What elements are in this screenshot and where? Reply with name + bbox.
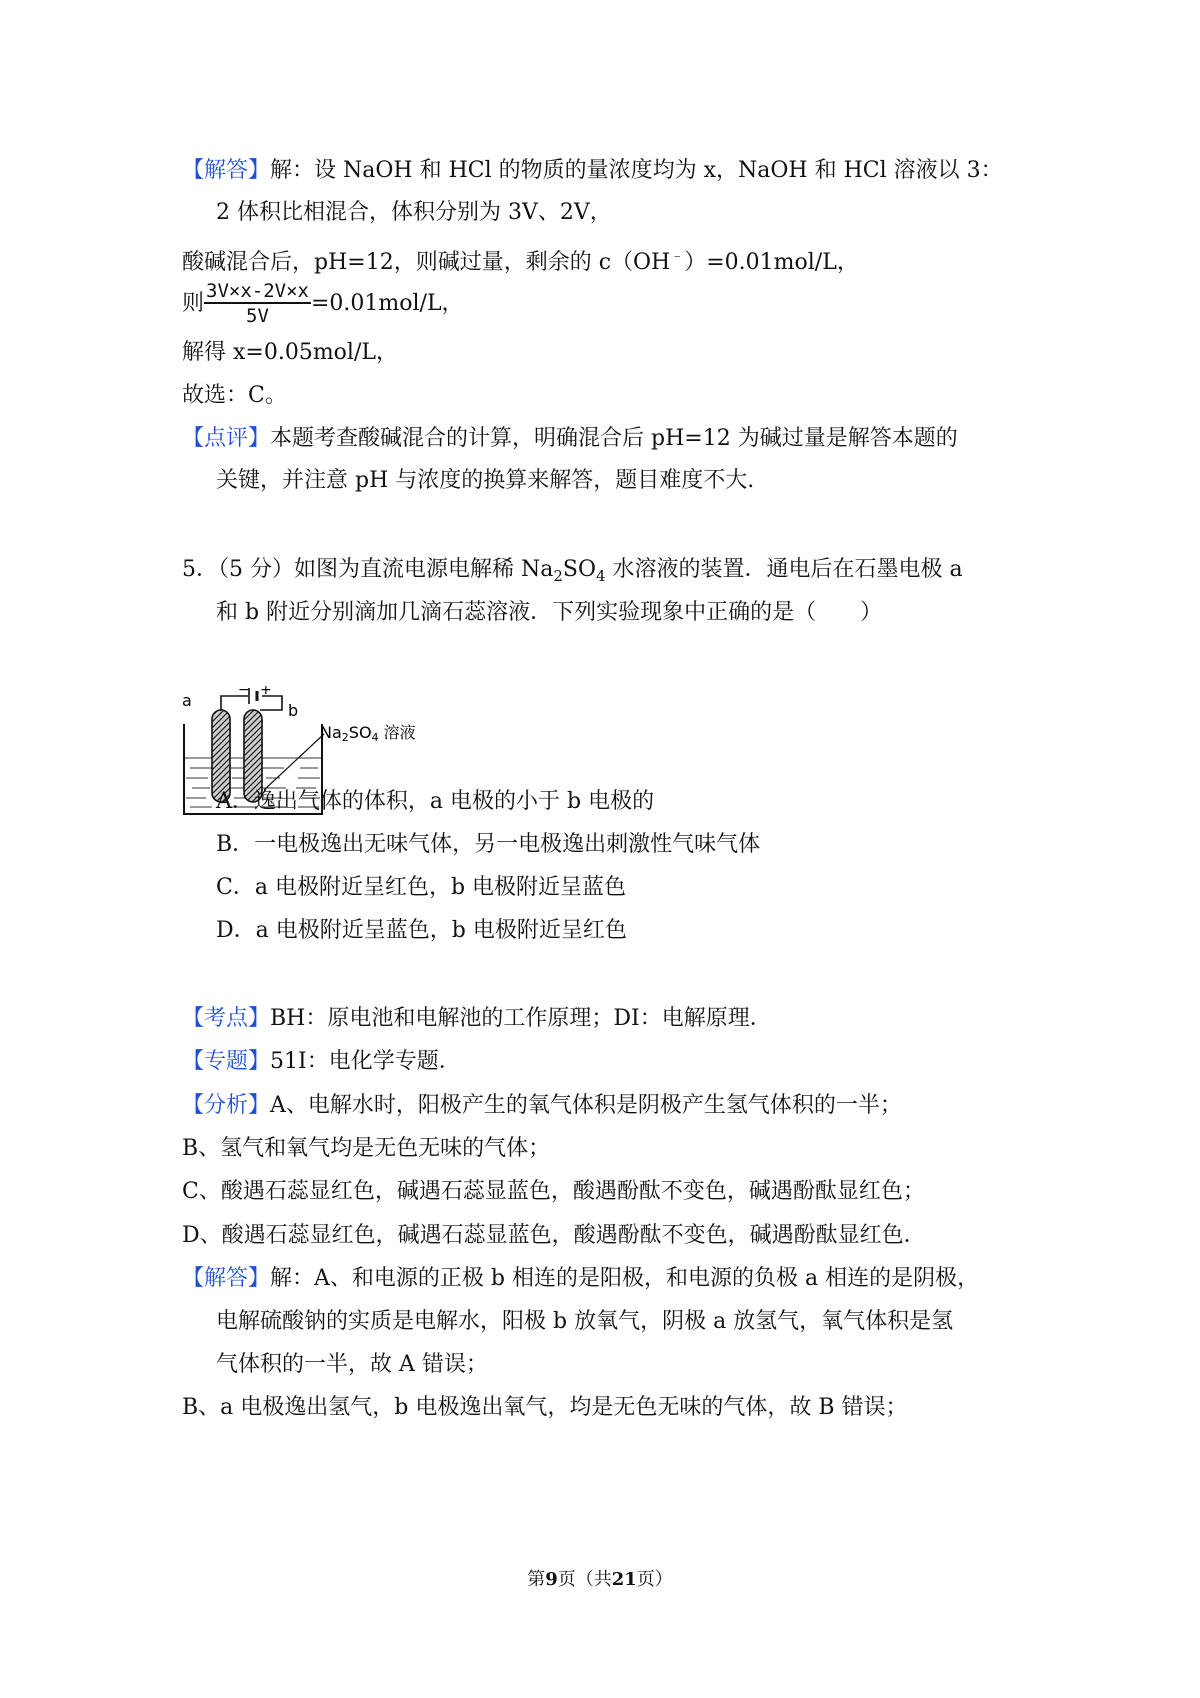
answer-line-3b: ）=0.01mol/L， — [684, 250, 859, 275]
page-footer — [0, 1568, 1200, 1592]
kaodian-text: BH：原电池和电解池的工作原理；DI：电解原理． — [270, 1006, 772, 1031]
circuit-wire — [221, 696, 282, 710]
pointer-line — [264, 734, 324, 790]
option-a: A．逸出气体的体积，a 电极的小于 b 电极的 — [216, 789, 655, 814]
subscript-4: 4 — [596, 567, 606, 585]
answer-text: 解：设 NaOH 和 HCl 的物质的量浓度均为 x，NaOH 和 HCl 溶液以 3： — [270, 158, 1003, 183]
fraction-result: =0.01mol/L， — [310, 291, 464, 316]
question-5-text-c: 水溶液的装置．通电后在石墨电极 a — [605, 557, 963, 582]
solution-label: Na2SO4 溶液 — [320, 723, 416, 744]
then-prefix: 则 — [182, 291, 205, 316]
footer-mid: 页（共 — [557, 1569, 612, 1590]
review-text: 本题考查酸碱混合的计算，明确混合后 pH=12 为碱过量是解答本题的 — [270, 426, 958, 451]
answer-line-4 — [182, 280, 464, 328]
question-5-line-2: 和 b 附近分别滴加几滴石蕊溶液．下列实验现象中正确的是（ ） — [216, 600, 883, 625]
question-5-text-b: SO — [562, 557, 597, 582]
plus-sign: + — [260, 686, 272, 698]
review-line-1 — [182, 424, 958, 454]
answer-line-5: 解得 x=0.05mol/L， — [182, 340, 398, 365]
jieda-line-4: B、a 电极逸出氢气，b 电极逸出氧气，均是无色无味的气体，故 B 错误； — [182, 1395, 908, 1420]
fenxi-line-3: C、酸遇石蕊显红色，碱遇石蕊显蓝色，酸遇酚酞不变色，碱遇酚酞显红色； — [182, 1179, 925, 1204]
zhuanti-tag: 【专题】 — [182, 1049, 271, 1074]
jieda-tag: 【解答】 — [182, 1266, 271, 1291]
answer-line-1 — [182, 156, 1003, 186]
oh-charge: ﹣ — [670, 248, 685, 264]
footer-pre: 第 — [527, 1569, 546, 1590]
total-pages: 21 — [611, 1569, 637, 1590]
jieda-line-3: 气体积的一半，故 A 错误； — [216, 1352, 488, 1377]
subscript-2: 2 — [553, 567, 563, 585]
option-b: B．一电极逸出无味气体，另一电极逸出刺激性气味气体 — [216, 832, 761, 857]
concentration-fraction — [204, 280, 311, 328]
kaodian-tag: 【考点】 — [182, 1006, 271, 1031]
answer-line-6: 故选：C。 — [182, 383, 287, 408]
answer-tag: 【解答】 — [182, 158, 271, 183]
minus-sign: − — [238, 686, 250, 698]
jieda-line-2: 电解硫酸钠的实质是电解水，阳极 b 放氧气，阴极 a 放氢气，氧气体积是氢 — [216, 1309, 954, 1334]
answer-line-2: 2 体积比相混合，体积分别为 3V、2V， — [216, 200, 612, 225]
fenxi-text-1: A、电解水时，阳极产生的氧气体积是阴极产生氢气体积的一半； — [270, 1093, 902, 1118]
zhuanti-line — [182, 1047, 461, 1077]
fenxi-line-4: D、酸遇石蕊显红色，碱遇石蕊显蓝色，酸遇酚酞不变色，碱遇酚酞显红色． — [182, 1223, 926, 1248]
question-5-text-a: 5．（5 分）如图为直流电源电解稀 Na — [182, 557, 554, 582]
page-number: 9 — [545, 1569, 558, 1590]
fenxi-line-1 — [182, 1091, 902, 1121]
answer-line-3 — [182, 241, 859, 278]
kaodian-line — [182, 1004, 772, 1034]
electrode-b-label: b — [288, 701, 299, 720]
zhuanti-text: 51I：电化学专题． — [270, 1049, 461, 1074]
jieda-line-1 — [182, 1264, 979, 1294]
option-d: D．a 电极附近呈蓝色，b 电极附近呈红色 — [216, 918, 627, 943]
question-5-line-1 — [182, 555, 963, 591]
fraction-denominator: 5V — [246, 305, 269, 327]
fenxi-line-2: B、氢气和氧气均是无色无味的气体； — [182, 1136, 551, 1161]
fenxi-tag: 【分析】 — [182, 1093, 271, 1118]
option-c: C．a 电极附近呈红色，b 电极附近呈蓝色 — [216, 875, 627, 900]
electrode-a-label: a — [182, 691, 192, 710]
footer-post: 页） — [636, 1569, 673, 1590]
answer-line-3a: 酸碱混合后，pH=12，则碱过量，剩余的 c（OH — [182, 250, 671, 275]
review-tag: 【点评】 — [182, 426, 271, 451]
review-line-2: 关键，并注意 pH 与浓度的换算来解答，题目难度不大. — [216, 468, 755, 493]
jieda-text-1: 解：A、和电源的正极 b 相连的是阳极，和电源的负极 a 相连的是阴极， — [270, 1266, 980, 1291]
fraction-numerator: 3V×x-2V×x — [206, 280, 309, 302]
